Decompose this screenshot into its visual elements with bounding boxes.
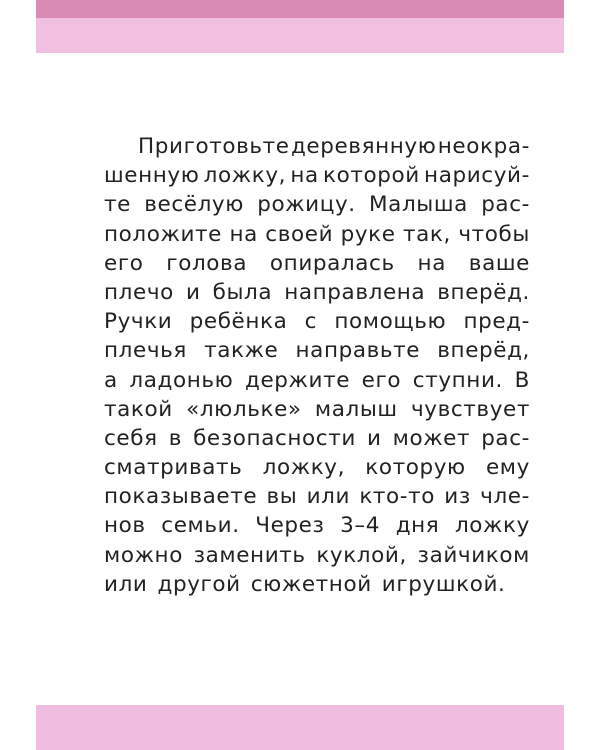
body-paragraph bbox=[104, 132, 530, 599]
text-line bbox=[104, 511, 530, 540]
word: плечо bbox=[104, 279, 174, 305]
word: весёлую bbox=[144, 192, 244, 218]
word: чтобы bbox=[458, 221, 530, 247]
word: плечья bbox=[104, 338, 187, 364]
text-line bbox=[104, 395, 530, 424]
word: рас- bbox=[481, 192, 530, 218]
word: ему bbox=[485, 455, 530, 481]
text-line bbox=[104, 366, 530, 395]
word: ладонью bbox=[129, 367, 234, 393]
word: нарисуй- bbox=[424, 163, 530, 189]
word: Малыша bbox=[369, 192, 468, 218]
word: на bbox=[417, 250, 446, 276]
word: те bbox=[104, 192, 131, 218]
book-page bbox=[36, 0, 564, 750]
word: малыш bbox=[314, 396, 398, 422]
word: держите bbox=[245, 367, 351, 393]
top-decorative-band-dark bbox=[36, 0, 564, 18]
word: такой bbox=[104, 396, 173, 422]
text-line bbox=[104, 307, 530, 336]
text-line bbox=[104, 161, 530, 190]
word: вперёд, bbox=[437, 338, 530, 364]
text-line bbox=[104, 424, 530, 453]
word: так, bbox=[403, 221, 451, 247]
word: Через bbox=[255, 513, 325, 539]
word: В bbox=[514, 367, 530, 393]
word: вы bbox=[266, 484, 298, 510]
word: нов bbox=[104, 513, 146, 539]
text-line bbox=[104, 482, 530, 511]
word: его bbox=[361, 367, 402, 393]
word: ложку bbox=[454, 513, 530, 539]
bottom-decorative-band bbox=[36, 705, 564, 750]
word: на bbox=[290, 163, 319, 189]
text-line bbox=[104, 336, 530, 365]
word: его bbox=[104, 250, 144, 276]
word: Приготовьте bbox=[138, 134, 290, 159]
text-line bbox=[104, 570, 530, 599]
word: пред- bbox=[463, 309, 530, 335]
word: или bbox=[104, 571, 148, 597]
word: деревянную bbox=[290, 134, 437, 159]
word: дня bbox=[395, 513, 440, 539]
text-line bbox=[104, 453, 530, 482]
word: себя bbox=[104, 425, 158, 451]
word: безопасности bbox=[193, 425, 356, 451]
text-line bbox=[104, 249, 530, 278]
word: из bbox=[444, 484, 471, 510]
text-line bbox=[104, 220, 530, 249]
word: зайчиком bbox=[417, 542, 530, 568]
word: рожицу. bbox=[257, 192, 356, 218]
word: куклой, bbox=[316, 542, 407, 568]
word: на bbox=[229, 221, 258, 247]
word: ложку, bbox=[203, 163, 287, 189]
word: голова bbox=[166, 250, 248, 276]
top-decorative-band-light bbox=[36, 18, 564, 53]
word: ступни. bbox=[412, 367, 503, 393]
word: рас- bbox=[481, 425, 530, 451]
text-line bbox=[104, 190, 530, 219]
word: игрушкой. bbox=[381, 571, 506, 597]
word: была bbox=[212, 279, 273, 305]
word: показываете bbox=[104, 484, 258, 510]
word: шенную bbox=[104, 163, 200, 189]
word: вперёд. bbox=[437, 279, 530, 305]
word: направлена bbox=[284, 279, 426, 305]
word: сматривать bbox=[104, 455, 243, 481]
word: «люльке» bbox=[186, 396, 302, 422]
text-line bbox=[104, 541, 530, 570]
word: и bbox=[366, 425, 382, 451]
word: и bbox=[185, 279, 201, 305]
text-line bbox=[104, 278, 530, 307]
word: опиралась bbox=[269, 250, 395, 276]
word: которой bbox=[323, 163, 420, 189]
word: чле- bbox=[480, 484, 530, 510]
word: направьте bbox=[295, 338, 421, 364]
word: кто-то bbox=[359, 484, 436, 510]
word: помощью bbox=[334, 309, 447, 335]
word: положите bbox=[104, 221, 223, 247]
word: а bbox=[104, 367, 118, 393]
word: руке bbox=[340, 221, 396, 247]
word: с bbox=[304, 309, 318, 335]
word: которую bbox=[365, 455, 466, 481]
word: своей bbox=[265, 221, 334, 247]
word: ваше bbox=[468, 250, 530, 276]
word: может bbox=[392, 425, 471, 451]
word: другой bbox=[157, 571, 241, 597]
word: ложку, bbox=[262, 455, 346, 481]
word: также bbox=[204, 338, 279, 364]
word: чувствует bbox=[410, 396, 530, 422]
word: семьи. bbox=[161, 513, 240, 539]
word: сюжетной bbox=[250, 571, 372, 597]
text-line bbox=[104, 132, 530, 161]
word: можно bbox=[104, 542, 183, 568]
word: ребёнка bbox=[189, 309, 288, 335]
word: в bbox=[168, 425, 182, 451]
word: 3–4 bbox=[340, 513, 381, 539]
word: заменить bbox=[193, 542, 306, 568]
word: или bbox=[306, 484, 351, 510]
word: Ручки bbox=[104, 309, 173, 335]
word: неокра- bbox=[437, 134, 530, 159]
